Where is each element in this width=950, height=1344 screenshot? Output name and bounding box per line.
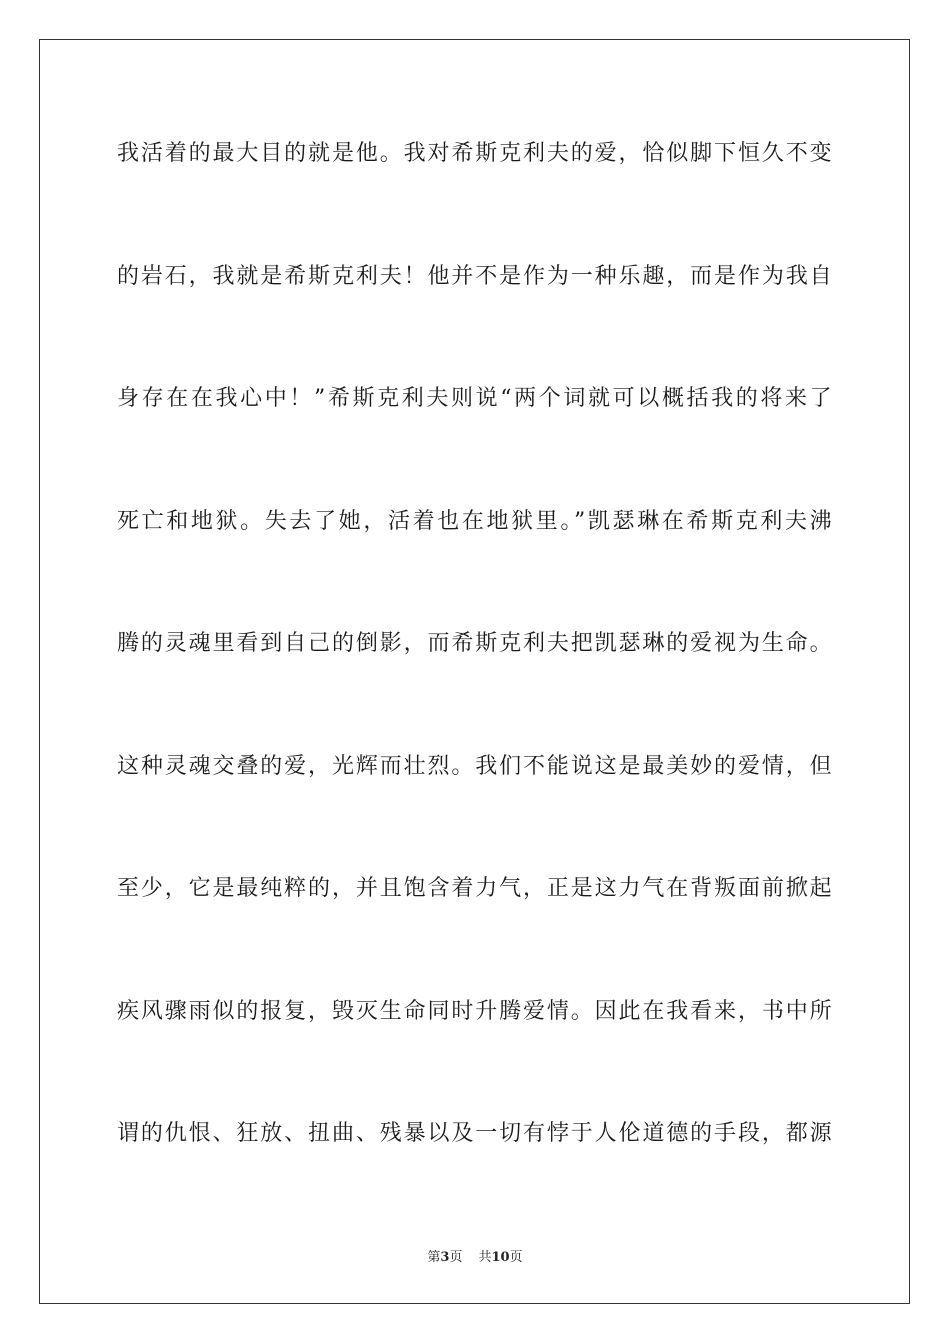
total-pages: 10 [491,1250,510,1265]
text-line: 谓的仇恨、狂放、扭曲、残暴以及一切有悖于人伦道德的手段，都源 [117,1121,833,1146]
text-line: 死亡和地狱。失去了她，活着也在地狱里。”凯瑟琳在希斯克利夫沸 [117,508,833,534]
page-number-label [427,1250,462,1265]
text-line: 至少，它是最纯粹的，并且饱含着力气，正是这力气在背叛面前掀起 [117,876,833,901]
text-line: 腾的灵魂里看到自己的倒影，而希斯克利夫把凯瑟琳的爱视为生命。 [117,631,833,656]
total-pages-label [478,1250,522,1265]
page-number: 3 [440,1250,450,1265]
page-suffix: 页 [449,1250,463,1265]
document-body [117,124,833,1227]
text-line: 的岩石，我就是希斯克利夫！他并不是作为一种乐趣，而是作为我自 [117,263,833,289]
text-line: 疾风骤雨似的报复，毁灭生命同时升腾爱情。因此在我看来，书中所 [117,998,833,1024]
total-suffix: 页 [509,1250,523,1265]
text-line: 身存在在我心中！”希斯克利夫则说“两个词就可以概括我的将来了 [117,386,833,411]
text-line: 这种灵魂交叠的爱，光辉而壮烈。我们不能说这是最美妙的爱情，但 [117,753,833,779]
page-footer [0,1246,950,1265]
page-prefix: 第 [427,1250,441,1265]
total-prefix: 共 [478,1250,492,1265]
text-line: 我活着的最大目的就是他。我对希斯克利夫的爱，恰似脚下恒久不变 [117,141,833,166]
